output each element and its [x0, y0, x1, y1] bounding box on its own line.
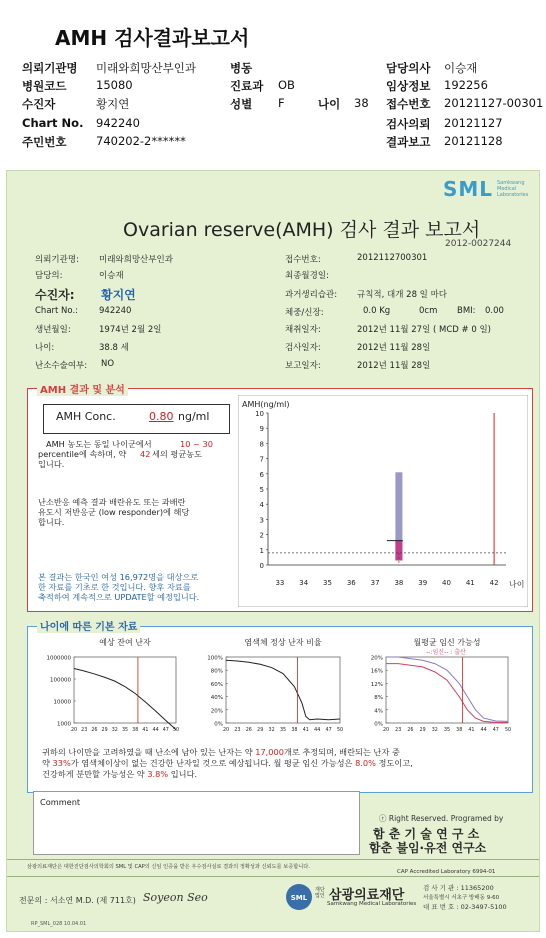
- summary-value-1-3: 192256: [444, 78, 488, 92]
- summary-eggs: 17,000: [255, 747, 284, 757]
- rights-text: ⓡ Right Reserved. Programed by: [379, 814, 504, 823]
- c1-xtick: 44: [152, 728, 159, 733]
- c1-plot-frame: [74, 657, 176, 723]
- amh-chart-xlabel: 나이: [509, 580, 525, 589]
- summary-s3c: 입니다.: [170, 769, 198, 779]
- dob-label: 생년월일:: [35, 325, 71, 335]
- amh-chart-ytick: 7: [259, 455, 264, 464]
- draw-value: 2012년 11월 27일 ( MCD # 0 일): [357, 325, 491, 335]
- c1-title: 예상 잔여 난자: [99, 638, 151, 647]
- amh-chart-xtick: 42: [489, 579, 499, 587]
- summary-value-1-1: 15080: [96, 78, 133, 92]
- c1-xtick: 47: [162, 728, 169, 733]
- c1-xtick: 29: [101, 728, 108, 733]
- patient-value: 황지연: [101, 288, 136, 302]
- surgery-value: NO: [101, 359, 115, 369]
- amh-chart-ytick: 0: [259, 562, 264, 570]
- c1-ytick: 100000: [50, 677, 71, 684]
- c1-xtick: 23: [81, 728, 88, 733]
- summary-title: AMH 검사결과보고서: [55, 26, 250, 50]
- c2-xtick: 29: [257, 728, 264, 733]
- chart-value: 942240: [99, 306, 132, 316]
- lmp-label: 최종월경일:: [285, 271, 329, 281]
- summary-label-1-1: 병원코드: [22, 79, 67, 93]
- amh-chart-ytick: 1: [259, 546, 264, 555]
- amh-p1e: 세의 평균농도: [152, 449, 203, 459]
- c2-plot-frame: [226, 657, 340, 723]
- amh-chart-ytick: 8: [259, 440, 264, 449]
- amh-chart-xtick: 40: [442, 579, 451, 587]
- recv-value: 2012112700301: [357, 253, 428, 263]
- c3-ytick: 8%: [374, 695, 383, 702]
- summary-value-2-1: 황지연: [96, 97, 130, 111]
- test-value: 2012년 11월 28일: [357, 343, 431, 353]
- amh-chart-xtick: 34: [299, 579, 309, 587]
- c2-ytick: 80%: [210, 668, 223, 675]
- summary-value-4-3: 20121128: [444, 134, 503, 148]
- specialist: 전문의 : 서소연 M.D. (제 711호): [19, 896, 136, 905]
- patient-info: [27, 251, 531, 371]
- patient-label: 수진자:: [35, 288, 75, 302]
- summary-s3a: 건강하게 분만할 가능성은 약: [42, 769, 145, 779]
- summary-label-1-3: 임상정보: [386, 79, 431, 93]
- amh-chart-ytick: 5: [259, 486, 264, 494]
- report-sheet: [6, 170, 540, 932]
- summary-line-1: [42, 747, 400, 758]
- c2-ytick: 100%: [207, 655, 223, 662]
- height-value: 0cm: [419, 306, 438, 316]
- age-value: 38.8 세: [99, 343, 129, 353]
- c3-title: 월평균 임신 가능성: [413, 638, 481, 647]
- normal-egg-ratio-chart: [198, 635, 348, 743]
- summary-value-1-2: OB: [278, 78, 295, 92]
- summary-label-1-2: 진료과: [230, 79, 264, 93]
- dob-value: 1974년 2월 2일: [99, 325, 162, 335]
- amh-p2b: 유도시 저반응군 (low responder)에 해당: [38, 507, 190, 517]
- draw-label: 채취일자:: [285, 325, 321, 335]
- c2-ytick: 0%: [214, 721, 223, 728]
- summary-label-4-1: 주민번호: [22, 135, 67, 149]
- amh-p1f: 입니다.: [38, 459, 65, 469]
- amh-chart-ytick: 2: [259, 531, 264, 540]
- c2-xtick: 35: [279, 728, 287, 733]
- sml-logo: SML: [443, 177, 494, 201]
- signature: Soyeon Seo: [143, 891, 208, 904]
- age-section-tag: 나이에 따른 기본 자료: [37, 618, 140, 633]
- summary-value-4-1: 740202-2******: [96, 134, 186, 148]
- bmi-label: BMI:: [457, 306, 476, 316]
- amh-p2c: 합니다.: [38, 517, 65, 527]
- summary-s2a: 약: [42, 758, 50, 768]
- amh-section: [27, 388, 533, 612]
- amh-chart-xtick: 36: [346, 579, 356, 587]
- c2-xtick: 32: [268, 728, 275, 733]
- amh-p3c: 축적하여 계속적으로 UPDATE할 예정입니다.: [38, 592, 200, 602]
- summary-value-0-1: 미래와희망산부인과: [96, 61, 196, 75]
- comment-box: [33, 791, 360, 855]
- c1-xtick: 20: [70, 728, 78, 733]
- c3-xtick: 29: [419, 728, 426, 733]
- tel-2: 서울특별시 서초구 방배동 9-60: [423, 895, 500, 901]
- comment-label: Comment: [40, 797, 81, 807]
- summary-value-2-2: F: [278, 96, 285, 110]
- c3-xtick: 32: [431, 728, 438, 733]
- amh-p1a: AMH 농도는 동일 나이군에서: [46, 439, 152, 449]
- c3-ytick: 4%: [374, 708, 383, 715]
- summary-s2c: 가 염색체이상이 없는 건강한 난자일 것으로 예상됩니다. 월 평균 임신 가능성은: [70, 758, 353, 768]
- summary-value-2-3: 20121127-00301: [444, 96, 544, 110]
- c1-xtick: 32: [111, 728, 118, 733]
- inst-value: 미래와희망산부인과: [99, 255, 173, 265]
- c3-plot-frame: [386, 657, 508, 723]
- c1-ytick: 1000: [57, 721, 71, 728]
- amh-p2a: 난소반응 예측 결과 배란유도 또는 과배란: [38, 497, 186, 507]
- form-code: RP_SML_028 10.04.01: [31, 921, 87, 927]
- summary-label-0-3: 담당의사: [386, 61, 431, 75]
- pregnancy-chance-chart: [358, 635, 518, 743]
- amh-chart-frame: [238, 395, 528, 607]
- amh-chart-ytick: 10: [255, 410, 264, 418]
- summary-value-3-3: 20121127: [444, 116, 503, 130]
- foundation-logo-icon: [285, 883, 313, 911]
- c3-xtick: 35: [443, 728, 451, 733]
- c2-xtick: 26: [245, 728, 252, 733]
- c2-xtick: 41: [302, 728, 309, 733]
- foundation-name: 삼광의료재단: [329, 888, 405, 903]
- c3-xtick: 20: [382, 728, 390, 733]
- c2-xtick: 50: [336, 728, 344, 733]
- report-title: Ovarian reserve(AMH) 검사 결과 보고서: [123, 219, 481, 241]
- report-date-label: 보고일자:: [285, 361, 321, 371]
- summary-s1a: 귀하의 나이만을 고려하였을 때 난소에 남아 있는 난자는 약: [42, 747, 253, 757]
- recv-label: 접수번호:: [285, 255, 321, 265]
- summary-line-3: [42, 769, 197, 780]
- c2-title: 염색체 정상 난자 비율: [244, 638, 322, 647]
- c1-xtick: 38: [132, 728, 139, 733]
- c1-ytick: 10000: [53, 699, 71, 706]
- summary-s2e: 정도이고,: [378, 758, 413, 768]
- amh-chart-xtick: 33: [275, 579, 285, 587]
- c1-ytick: 1000000: [46, 655, 71, 662]
- amh-chart-ytick: 6: [259, 470, 264, 479]
- c3-ytick: 0%: [374, 721, 383, 728]
- remaining-eggs-chart: [34, 635, 184, 743]
- amh-chart-ytick: 3: [259, 516, 264, 525]
- c3-ytick: 12%: [370, 681, 383, 688]
- inst-label: 의뢰기관명:: [35, 255, 79, 265]
- weight-label: 체중/신장:: [285, 308, 324, 318]
- c2-xtick: 38: [291, 728, 298, 733]
- amh-equiv-age: 42: [140, 449, 151, 459]
- test-label: 검사일자:: [285, 343, 321, 353]
- summary-label-2-2b: 나이: [318, 97, 341, 111]
- c3-xtick: 50: [504, 728, 512, 733]
- bmi-value: 0.00: [485, 306, 504, 316]
- summary-label-0-2: 병동: [230, 61, 253, 75]
- notice-text: 삼광의료재단은 대한진단검사의학회의 SML 및 CAP의 신임 인증을 받은 우수검사실로 결과의 정확성과 신뢰도를 보증합니다.: [27, 864, 310, 870]
- c2-ytick: 40%: [210, 695, 223, 702]
- amh-chart-ytick: 9: [259, 425, 264, 434]
- weight-value: 0.0 Kg: [363, 306, 391, 316]
- amh-chart-ytick: 4: [259, 501, 264, 510]
- surgery-label: 난소수술여부:: [35, 361, 88, 371]
- doctor-value: 이승재: [99, 271, 124, 281]
- summary-label-2-3: 접수번호: [386, 97, 431, 111]
- c3-xtick: 26: [407, 728, 414, 733]
- cap-text: CAP Accredited Laboratory 6994-01: [397, 869, 496, 875]
- c3-xtick: 41: [468, 728, 475, 733]
- c1-xtick: 41: [142, 728, 149, 733]
- amh-conc-label: AMH Conc.: [56, 410, 116, 423]
- amh-section-tag: AMH 결과 및 분석: [37, 381, 128, 396]
- c3-xtick: 44: [480, 728, 487, 733]
- summary-value-0-3: 이승재: [444, 61, 478, 75]
- tel-3: 대 표 번 호 : 02-3497-5100: [423, 903, 507, 911]
- amh-percentile: 10 ~ 30: [180, 439, 213, 449]
- c2-xtick: 44: [314, 728, 321, 733]
- c3-ytick: 16%: [370, 668, 383, 675]
- c3-xtick: 38: [456, 728, 463, 733]
- report-date-value: 2012년 11월 28일: [357, 361, 431, 371]
- amh-chart-xtick: 35: [323, 579, 332, 587]
- amh-conc-value: 0.80: [149, 410, 174, 423]
- tel-1: 검 사 기 관 : 11365200: [423, 884, 494, 892]
- amh-chart-xtick: 37: [370, 579, 380, 587]
- age-section: [27, 626, 533, 793]
- amh-chart: [238, 395, 528, 607]
- summary-label-3-3: 검사의뢰: [386, 117, 431, 131]
- summary-line-2: [42, 758, 413, 769]
- amh-p3a: 본 결과는 한국인 여성 16,972명을 대상으로: [38, 572, 199, 582]
- summary-normal-ratio: 33%: [52, 758, 71, 768]
- c2-ytick: 60%: [210, 681, 223, 688]
- institute-1: 함 춘 기 술 연 구 소: [373, 827, 480, 841]
- amh-p3b: 한 자료를 기초로 한 것입니다. 향후 자료를: [38, 582, 191, 592]
- institute-2: 함춘 불임·유전 연구소: [369, 841, 487, 855]
- doc-number: 2012-0027244: [445, 239, 512, 249]
- c3-xtick: 47: [492, 728, 499, 733]
- c2-xtick: 47: [325, 728, 332, 733]
- sml-logo-sub: Samkwang Medical Laboratories: [497, 180, 529, 198]
- c1-xtick: 26: [91, 728, 98, 733]
- summary-header: [0, 0, 546, 160]
- c2-xtick: 20: [222, 728, 230, 733]
- amh-chart-ylabel: AMH(ng/ml): [242, 400, 290, 409]
- amh-conc-box: [43, 404, 230, 434]
- summary-label-3-1: Chart No.: [22, 116, 84, 130]
- amh-chart-xtick: 41: [465, 579, 475, 587]
- summary-label-2-2: 성별: [230, 97, 253, 111]
- summary-birth: 3.8%: [147, 769, 169, 779]
- c2-xtick: 23: [234, 728, 241, 733]
- summary-s1c: 개로 추정되며, 배란되는 난자 중: [283, 747, 400, 757]
- mens-label: 과거생리습관:: [285, 290, 338, 300]
- c2-ytick: 20%: [210, 708, 223, 715]
- summary-value-3-1: 942240: [96, 116, 140, 130]
- foundation-en: Samkwang Medical Laboratories: [327, 901, 417, 907]
- chart-label: Chart No.:: [35, 306, 79, 316]
- foundation-small: 재단법인: [315, 887, 325, 899]
- amh-p1c: percentile에 속하며, 약: [38, 449, 127, 459]
- svg-text:SML: SML: [290, 894, 308, 902]
- summary-value-2-2b: 38: [354, 96, 369, 110]
- c3-ytick: 20%: [370, 655, 383, 662]
- amh-conc-unit: ng/ml: [178, 410, 210, 423]
- summary-label-2-1: 수진자: [22, 97, 56, 111]
- c3-xtick: 23: [395, 728, 402, 733]
- age-label: 나이:: [35, 343, 55, 353]
- amh-chart-xtick: 38: [394, 579, 404, 587]
- amh-chart-xtick: 39: [418, 579, 428, 587]
- c1-xtick: 35: [121, 728, 129, 733]
- c3-legend: --:임신-- : 출산: [426, 649, 466, 656]
- summary-label-4-3: 결과보고: [386, 135, 431, 149]
- c1-xtick: 50: [172, 728, 180, 733]
- summary-pregnancy: 8.0%: [355, 758, 376, 768]
- summary-label-0-1: 의뢰기관명: [22, 61, 78, 75]
- mens-value: 규칙적, 대개 28 일 마다: [357, 290, 448, 300]
- doctor-label: 담당의:: [35, 271, 63, 281]
